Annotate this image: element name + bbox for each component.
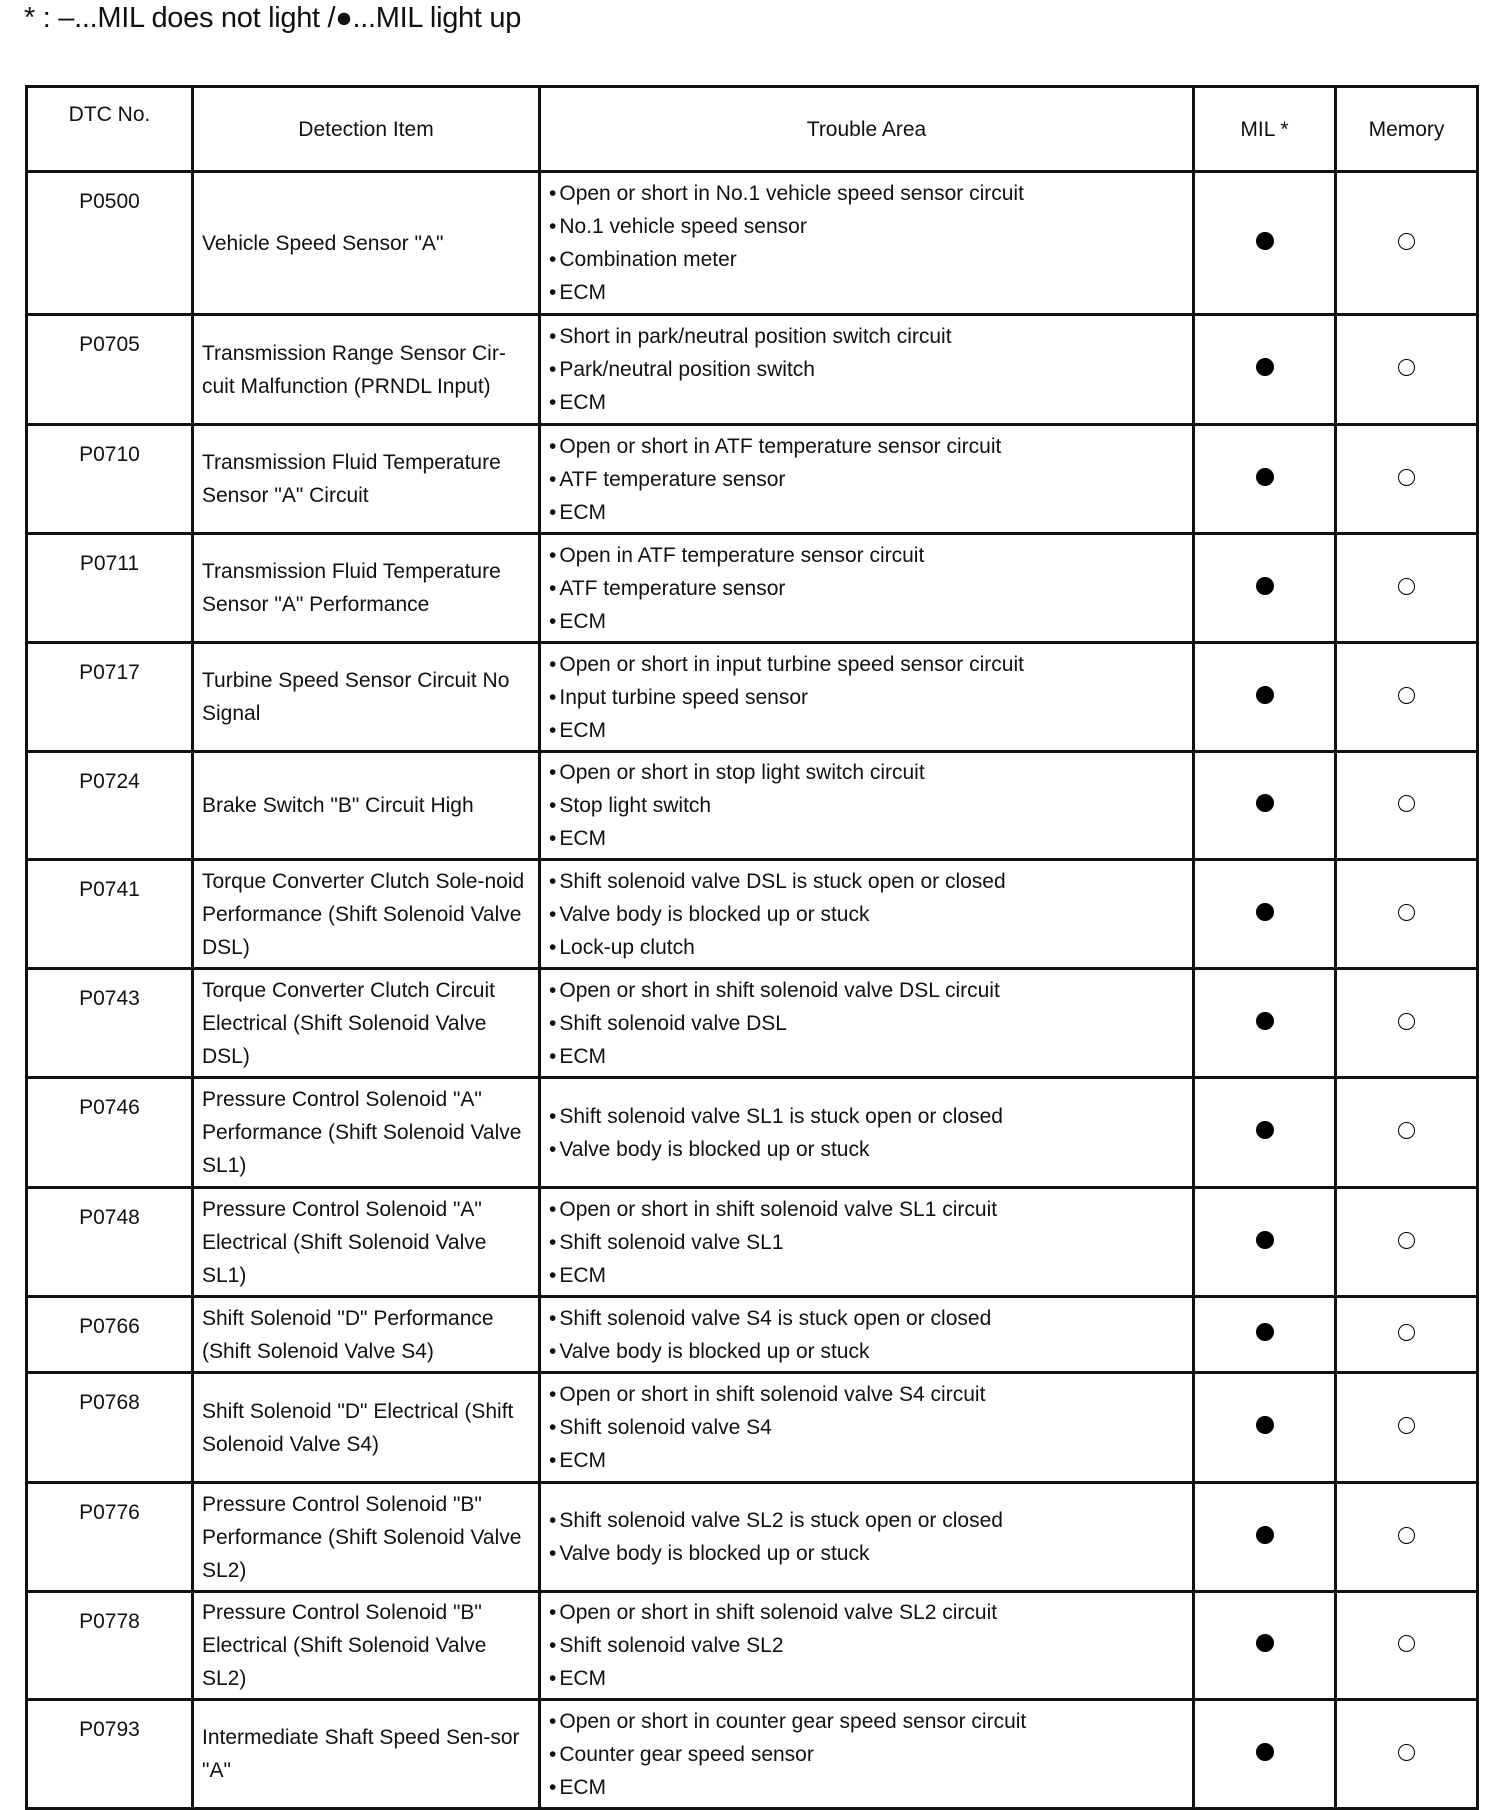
table-row xyxy=(27,1592,1478,1700)
detection-item: Torque Converter Clutch Circuit Electrical (Shift Solenoid Valve DSL) xyxy=(193,969,540,1078)
header-trouble-area: Trouble Area xyxy=(540,87,1194,172)
memory-circle-icon xyxy=(1398,469,1415,486)
memory-circle-icon xyxy=(1398,233,1415,250)
detection-item: Transmission Fluid Temperature Sensor "A" Performance xyxy=(193,534,540,643)
memory-circle-icon xyxy=(1398,1744,1415,1761)
trouble-area-item: • Valve body is blocked up or stuck xyxy=(549,898,1184,931)
trouble-area-item: • Open or short in stop light switch circuit xyxy=(549,756,1184,789)
trouble-area xyxy=(540,752,1194,860)
dtc-code: P0705 xyxy=(27,315,193,425)
dtc-code: P0710 xyxy=(27,425,193,534)
mil-cell xyxy=(1194,1188,1336,1297)
trouble-area xyxy=(540,1188,1194,1297)
trouble-area-item: • ECM xyxy=(549,1259,1184,1292)
trouble-area-item: • Stop light switch xyxy=(549,789,1184,822)
mil-on-dot-icon xyxy=(1256,1012,1274,1030)
table-row xyxy=(27,860,1478,969)
memory-cell xyxy=(1336,425,1478,534)
memory-cell xyxy=(1336,172,1478,315)
trouble-area-item: • ECM xyxy=(549,276,1184,309)
trouble-area-item: • ECM xyxy=(549,1771,1184,1804)
trouble-area-item: • Open or short in No.1 vehicle speed sensor circuit xyxy=(549,177,1184,210)
trouble-area-item: • Shift solenoid valve SL1 xyxy=(549,1226,1184,1259)
memory-cell xyxy=(1336,1078,1478,1188)
header-mil: MIL * xyxy=(1194,87,1336,172)
trouble-area-item: • Counter gear speed sensor xyxy=(549,1738,1184,1771)
table-row xyxy=(27,752,1478,860)
mil-cell xyxy=(1194,534,1336,643)
memory-circle-icon xyxy=(1398,795,1415,812)
memory-cell xyxy=(1336,860,1478,969)
dtc-code: P0717 xyxy=(27,643,193,752)
trouble-area xyxy=(540,1373,1194,1483)
trouble-area-item: • Valve body is blocked up or stuck xyxy=(549,1133,1184,1166)
dtc-code: P0748 xyxy=(27,1188,193,1297)
trouble-area xyxy=(540,315,1194,425)
table-row xyxy=(27,1188,1478,1297)
memory-circle-icon xyxy=(1398,1527,1415,1544)
trouble-area-item: • Open or short in shift solenoid valve S4 circuit xyxy=(549,1378,1184,1411)
trouble-area-item: • Open or short in ATF temperature sensor circuit xyxy=(549,430,1184,463)
memory-circle-icon xyxy=(1398,1232,1415,1249)
mil-on-dot-icon xyxy=(1256,232,1274,250)
trouble-area-item: • Short in park/neutral position switch circuit xyxy=(549,320,1184,353)
trouble-area-item: • Open or short in input turbine speed sensor circuit xyxy=(549,648,1184,681)
mil-cell xyxy=(1194,425,1336,534)
memory-circle-icon xyxy=(1398,1417,1415,1434)
trouble-area-item: • Shift solenoid valve DSL is stuck open or closed xyxy=(549,865,1184,898)
detection-item: Shift Solenoid "D" Electrical (Shift Solenoid Valve S4) xyxy=(193,1373,540,1483)
dtc-code: P0743 xyxy=(27,969,193,1078)
trouble-area xyxy=(540,643,1194,752)
mil-on-dot-icon xyxy=(1256,1416,1274,1434)
trouble-area-item: • ECM xyxy=(549,1662,1184,1695)
trouble-area xyxy=(540,425,1194,534)
memory-circle-icon xyxy=(1398,578,1415,595)
table-row xyxy=(27,643,1478,752)
memory-circle-icon xyxy=(1398,1324,1415,1341)
dtc-code: P0746 xyxy=(27,1078,193,1188)
dtc-code: P0741 xyxy=(27,860,193,969)
memory-cell xyxy=(1336,1373,1478,1483)
trouble-area-item: • ECM xyxy=(549,1040,1184,1073)
trouble-area-item: • Shift solenoid valve SL2 xyxy=(549,1629,1184,1662)
trouble-area-item: • ECM xyxy=(549,1444,1184,1477)
mil-cell xyxy=(1194,752,1336,860)
dtc-code: P0724 xyxy=(27,752,193,860)
table-row xyxy=(27,969,1478,1078)
trouble-area xyxy=(540,1483,1194,1592)
mil-on-dot-icon xyxy=(1256,1526,1274,1544)
mil-on-dot-icon xyxy=(1256,1743,1274,1761)
trouble-area-item: • Shift solenoid valve DSL xyxy=(549,1007,1184,1040)
mil-cell xyxy=(1194,969,1336,1078)
table-row xyxy=(27,1483,1478,1592)
memory-cell xyxy=(1336,534,1478,643)
table-row xyxy=(27,1700,1478,1809)
detection-item: Turbine Speed Sensor Circuit No Signal xyxy=(193,643,540,752)
detection-item: Vehicle Speed Sensor "A" xyxy=(193,172,540,315)
mil-cell xyxy=(1194,860,1336,969)
mil-legend: * : –...MIL does not light /●...MIL light up xyxy=(24,2,522,34)
trouble-area-item: • ATF temperature sensor xyxy=(549,572,1184,605)
mil-cell xyxy=(1194,1297,1336,1373)
trouble-area xyxy=(540,860,1194,969)
mil-cell xyxy=(1194,172,1336,315)
memory-circle-icon xyxy=(1398,687,1415,704)
memory-circle-icon xyxy=(1398,1635,1415,1652)
dtc-code: P0766 xyxy=(27,1297,193,1373)
trouble-area-item: • Open or short in shift solenoid valve DSL circuit xyxy=(549,974,1184,1007)
memory-cell xyxy=(1336,969,1478,1078)
memory-cell xyxy=(1336,643,1478,752)
detection-item: Shift Solenoid "D" Performance (Shift Solenoid Valve S4) xyxy=(193,1297,540,1373)
mil-on-dot-icon xyxy=(1256,903,1274,921)
dtc-code: P0500 xyxy=(27,172,193,315)
trouble-area xyxy=(540,1297,1194,1373)
memory-circle-icon xyxy=(1398,904,1415,921)
trouble-area-item: • ATF temperature sensor xyxy=(549,463,1184,496)
trouble-area-item: • Shift solenoid valve S4 xyxy=(549,1411,1184,1444)
mil-on-dot-icon xyxy=(1256,794,1274,812)
mil-on-dot-icon xyxy=(1256,1634,1274,1652)
mil-on-dot-icon xyxy=(1256,1323,1274,1341)
trouble-area xyxy=(540,1700,1194,1809)
header-dtc: DTC No. xyxy=(27,87,193,172)
trouble-area-item: • Shift solenoid valve SL2 is stuck open or closed xyxy=(549,1504,1184,1537)
trouble-area xyxy=(540,172,1194,315)
trouble-area-item: • ECM xyxy=(549,605,1184,638)
mil-cell xyxy=(1194,315,1336,425)
mil-on-dot-icon xyxy=(1256,686,1274,704)
table-row xyxy=(27,1297,1478,1373)
memory-cell xyxy=(1336,1297,1478,1373)
trouble-area xyxy=(540,1592,1194,1700)
memory-circle-icon xyxy=(1398,1013,1415,1030)
mil-on-dot-icon xyxy=(1256,577,1274,595)
dtc-code: P0793 xyxy=(27,1700,193,1809)
dtc-code: P0711 xyxy=(27,534,193,643)
detection-item: Intermediate Shaft Speed Sen-sor "A" xyxy=(193,1700,540,1809)
memory-cell xyxy=(1336,1188,1478,1297)
detection-item: Pressure Control Solenoid "A" Electrical (Shift Solenoid Valve SL1) xyxy=(193,1188,540,1297)
detection-item: Transmission Range Sensor Cir-cuit Malfunction (PRNDL Input) xyxy=(193,315,540,425)
trouble-area-item: • Lock-up clutch xyxy=(549,931,1184,964)
dtc-code: P0778 xyxy=(27,1592,193,1700)
memory-circle-icon xyxy=(1398,1122,1415,1139)
dtc-table xyxy=(25,85,1479,1810)
mil-cell xyxy=(1194,1483,1336,1592)
detection-item: Torque Converter Clutch Sole-noid Performance (Shift Solenoid Valve DSL) xyxy=(193,860,540,969)
trouble-area-item: • Park/neutral position switch xyxy=(549,353,1184,386)
mil-on-dot-icon xyxy=(1256,1231,1274,1249)
detection-item: Pressure Control Solenoid "B" Performance (Shift Solenoid Valve SL2) xyxy=(193,1483,540,1592)
table-row xyxy=(27,172,1478,315)
memory-cell xyxy=(1336,1700,1478,1809)
trouble-area xyxy=(540,534,1194,643)
trouble-area-item: • No.1 vehicle speed sensor xyxy=(549,210,1184,243)
table-row xyxy=(27,1373,1478,1483)
header-detection-item: Detection Item xyxy=(193,87,540,172)
header-memory: Memory xyxy=(1336,87,1478,172)
trouble-area-item: • Shift solenoid valve SL1 is stuck open or closed xyxy=(549,1100,1184,1133)
trouble-area-item: • Valve body is blocked up or stuck xyxy=(549,1537,1184,1570)
mil-cell xyxy=(1194,1592,1336,1700)
memory-cell xyxy=(1336,1483,1478,1592)
trouble-area-item: • Combination meter xyxy=(549,243,1184,276)
table-row xyxy=(27,425,1478,534)
trouble-area-item: • Open in ATF temperature sensor circuit xyxy=(549,539,1184,572)
mil-cell xyxy=(1194,1373,1336,1483)
table-row xyxy=(27,315,1478,425)
trouble-area-item: • Open or short in shift solenoid valve SL1 circuit xyxy=(549,1193,1184,1226)
trouble-area-item: • Open or short in shift solenoid valve SL2 circuit xyxy=(549,1596,1184,1629)
trouble-area-item: • ECM xyxy=(549,822,1184,855)
detection-item: Brake Switch "B" Circuit High xyxy=(193,752,540,860)
mil-on-dot-icon xyxy=(1256,468,1274,486)
table-row xyxy=(27,1078,1478,1188)
trouble-area-item: • ECM xyxy=(549,496,1184,529)
detection-item: Pressure Control Solenoid "A" Performance (Shift Solenoid Valve SL1) xyxy=(193,1078,540,1188)
trouble-area-item: • Valve body is blocked up or stuck xyxy=(549,1335,1184,1368)
memory-circle-icon xyxy=(1398,359,1415,376)
mil-on-dot-icon xyxy=(1256,1121,1274,1139)
trouble-area-item: • Open or short in counter gear speed sensor circuit xyxy=(549,1705,1184,1738)
detection-item: Pressure Control Solenoid "B" Electrical (Shift Solenoid Valve SL2) xyxy=(193,1592,540,1700)
mil-cell xyxy=(1194,1078,1336,1188)
table-row xyxy=(27,534,1478,643)
trouble-area-item: • Input turbine speed sensor xyxy=(549,681,1184,714)
trouble-area-item: • ECM xyxy=(549,714,1184,747)
mil-cell xyxy=(1194,1700,1336,1809)
table-header-row xyxy=(27,87,1478,172)
trouble-area xyxy=(540,1078,1194,1188)
memory-cell xyxy=(1336,752,1478,860)
mil-cell xyxy=(1194,643,1336,752)
detection-item: Transmission Fluid Temperature Sensor "A" Circuit xyxy=(193,425,540,534)
memory-cell xyxy=(1336,315,1478,425)
memory-cell xyxy=(1336,1592,1478,1700)
trouble-area-item: • ECM xyxy=(549,386,1184,419)
trouble-area xyxy=(540,969,1194,1078)
trouble-area-item: • Shift solenoid valve S4 is stuck open or closed xyxy=(549,1302,1184,1335)
mil-on-dot-icon xyxy=(1256,358,1274,376)
dtc-code: P0768 xyxy=(27,1373,193,1483)
dtc-code: P0776 xyxy=(27,1483,193,1592)
